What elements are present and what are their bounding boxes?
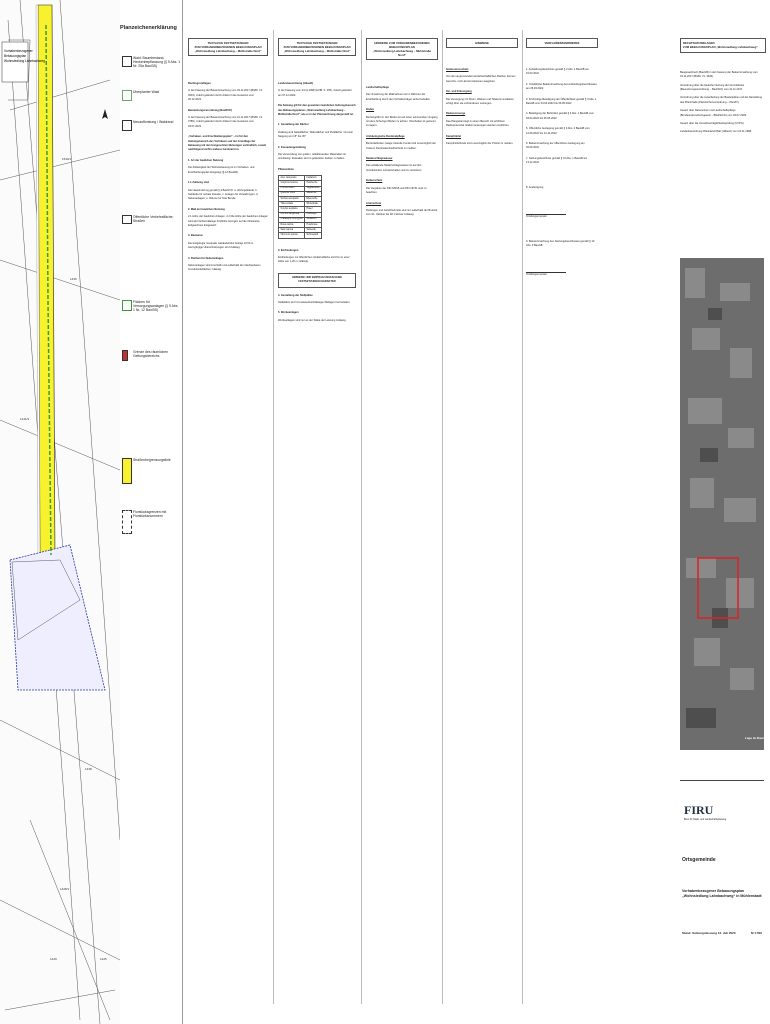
section-heading: Niederschlagswasser [366, 157, 393, 161]
column-header [446, 38, 518, 48]
procedure-item: 3. Frühzeitige Beteiligung der Öffentlichkeit gemäß § 3 Abs. 1 BauGB vom 04.04.2022 bis 06.05.2022 [526, 97, 597, 106]
table-cell: Prunus avium [279, 186, 305, 191]
header-line: RECHTSGRUNDLAGEN [683, 41, 715, 45]
section-heading: Landesbauordnung (LBauO) [278, 82, 314, 85]
plan-title: Vorhabenbezogener Bebauungsplan „Wohnsiedlung Lahnbachweg“ in Mühlenstadt [682, 889, 762, 898]
table-cell: Eberesche [304, 197, 321, 202]
table-cell: Salweide [304, 228, 321, 233]
table-row [279, 233, 322, 238]
header-line: ZUM BEBAUUNGSPLAN „Wohnsiedlung Lahnbachweg“ [683, 45, 758, 50]
section-text: Die Umsetzung der Maßnahmen ist im Rahmen der Erschließung durch den Vorhabenträger sicherzustellen. [366, 93, 431, 101]
section-text: In der Fassung der Bekanntmachung vom 21.11.2017 (BGBl. I S. 3786), zuletzt geändert durch Artikel 2 des Gesetzes vom 03.07.2023. [188, 116, 263, 128]
legend-text: Wald: Baumbestand, Heckenbepflanzung (§ 9 Abs. 1 Nr. 25a BauGB) [133, 56, 181, 69]
column-design-regulations [278, 38, 356, 329]
legend-swatch [122, 458, 132, 484]
legend-text: Öffentliche Verkehrsfläche, Straßen [133, 215, 174, 224]
signature-line: Ortsbürgermeister [526, 214, 566, 219]
section-heading: Ver- und Entsorgung [446, 90, 472, 94]
section-text: Einfriedungen zur öffentlichen Verkehrsfläche sind bis zu einer Höhe von 1,20 m zulässig. [278, 255, 350, 264]
section-text: „Vorhaben- und Erschließungsplan“ – Ist für den Geltungsbereich des Vorhabens auf der Grundlage der Bebauung mit den festgesetzten Nutzungen verbindlich, soweit nachfolgend nichts anderes bestimmt ist. [188, 135, 267, 152]
section-heading: Artenschutz [366, 201, 381, 205]
section-text: Die Versorgung mit Strom, Wasser und Telekommunikation erfolgt über die vorhandenen Leitungen. [446, 97, 514, 106]
legal-text: Baugesetzbuch (BauGB) in der Fassung der Bekanntmachung vom 03.11.2017 (BGBl. I S. 3634). [680, 70, 758, 79]
notes-banner: HINWEISE UND EMPFEHLUNGEN OHNE FESTSETZUNGSCHARAKTER [278, 273, 356, 288]
header-line: HINWEISE ZUM VORHABENBEZOGENEN BEBAUUNGSPLAN [374, 41, 430, 49]
section-heading: 2. Maß der baulichen Nutzung [188, 207, 225, 211]
title-block [680, 780, 764, 1001]
legal-text: Gesetz über die Umweltverträglichkeitsprüfung (UVPG). [680, 122, 745, 126]
table-cell: Corylus avellana [279, 207, 305, 212]
legend-text: Flächen für Versorgungsanlagen (§ 9 Abs. 1 Nr. 12 BauGB) [133, 300, 179, 313]
section-heading: 4. Gestaltung der Stellplätze [278, 293, 313, 297]
table-cell: Salix caprea [279, 228, 305, 233]
procedure-item: 6. Bekanntmachung der öffentlichen Auslegung am 02.09.2022 [526, 142, 585, 150]
table-cell: Winterlinde [304, 202, 321, 207]
header-line: „Wohnsiedlung Lahnbachweg – Mühlstraße Nord“ [194, 49, 262, 53]
section-text: Kampfmittelfunde sind unverzüglich der Polizei zu melden. [446, 142, 514, 146]
column-header [680, 38, 766, 53]
table-cell: Hundsrose [304, 222, 321, 227]
procedure-item: 7. Satzungsbeschluss gemäß § 10 Abs. 1 BauGB am 13.12.2022 [526, 156, 588, 165]
legend-swatch [122, 350, 128, 361]
legend-swatch [122, 215, 132, 224]
section-heading: 3. Bauweise [188, 234, 203, 238]
section-text: Die Zulässigkeit der Wohnbebauung ist im Vorhaben- und Erschließungsplan festgelegt (§ 12 BauGB). [188, 166, 255, 174]
svg-text:Wohnsiedlung Lahnbachweg: Wohnsiedlung Lahnbachweg [4, 59, 45, 63]
plan-drawing [0, 0, 120, 1024]
procedure-item: 4. Beteiligung der Behörden gemäß § 4 Abs. 1 BauGB vom 04.04.2022 bis 06.05.2022 [526, 112, 594, 120]
section-heading: 1. Art der baulichen Nutzung [188, 158, 224, 162]
section-heading: 1.1 Zulässig sind [188, 181, 209, 185]
column-notes [366, 38, 438, 224]
header-line: VERFAHRENSVERMERKE [544, 41, 580, 45]
table-cell: Hartriegel [304, 212, 321, 217]
column-textual-stipulations [188, 38, 268, 279]
section-heading: Kampfmittel [446, 134, 461, 138]
table-cell: Feldahorn [304, 176, 321, 181]
plan-stage: Stand: Satzungsfassung 12. Juli 2023 [682, 931, 736, 935]
section-text: Bei Erdarbeiten zutage tretende Funde sind unverzüglich der Unteren Denkmalschutzbehörde zu melden. [366, 142, 436, 150]
procedure-item: 5. Öffentliche Auslegung gemäß § 3 Abs. 2 BauGB vom 12.09.2022 bis 14.10.2022 [526, 127, 590, 135]
table-cell: Acer campestre [279, 176, 305, 181]
table-title: Pflanzenliste [278, 167, 294, 171]
section-heading: Rechtsgrundlagen [188, 82, 211, 85]
procedure-item: 2. Ortsübliche Bekanntmachung des Aufstellungsbeschlusses am 25.03.2022 [526, 82, 597, 91]
section-heading: 1. Gestaltung der Dächer [278, 123, 309, 127]
section-heading: 4. Flächen für Nebenanlagen [188, 256, 224, 260]
header-line: TEXTLICHE FESTSETZUNGEN [296, 41, 338, 45]
section-text: Werbeanlagen sind nur an der Stätte der Leistung zulässig. [278, 318, 347, 322]
svg-text:1425: 1425 [100, 957, 107, 961]
section-text: Die Vorgaben der DIN 18915 und DIN 19731 sind zu beachten. [366, 186, 427, 195]
section-text: Rodungen und Gehölzschnitte sind nur außerhalb der Brutzeit vom 01. Oktober bis 28. Februar zulässig. [366, 208, 438, 217]
section-heading: Immissionsschutz [446, 68, 469, 71]
column-header [366, 38, 438, 60]
section-text: Nebenanlagen sind innerhalb und außerhalb der überbaubaren Grundstücksflächen zulässig. [188, 263, 261, 272]
section-heading: Radonvorsorge [446, 112, 466, 116]
section-text: Zulässig sind Satteldächer, Walmdächer und Pultdächer mit einer Neigung von 15° bis 45°. [278, 130, 354, 139]
svg-text:1429: 1429 [50, 957, 57, 961]
svg-text:Vorhabenbezogener: Vorhabenbezogener [4, 49, 33, 53]
legal-text: Verordnung über die bauliche Nutzung der Grundstücke (Baunutzungsverordnung – BauNVO) vom 21.11.2017. [680, 83, 745, 92]
procedure-item: 8. Ausfertigung [526, 185, 544, 189]
section-text: Die Satzung gilt für den gesamten räumlichen Geltungsbereich des Bebauungsplanes „Wohnsiedlung Lahnbachweg – Mühlstraße Nord“, wie er in der Planzeichnung dargestellt ist. [278, 104, 356, 117]
table-cell: Vogelkirsche [304, 186, 321, 191]
column-header [278, 38, 356, 56]
column-header [188, 38, 268, 56]
table-cell: Hainbuche [304, 181, 321, 186]
table-cell: Rosa canina [279, 222, 305, 227]
legend-text: Grenze des räumlichen Geltungsbereichs [133, 350, 169, 359]
section-text: Von den angrenzenden landwirtschaftlichen Flächen können Geruchs- und Lärmimmissionen ausgehen. [446, 75, 516, 83]
office-stamp [680, 801, 754, 827]
procedure-item: 9. Bekanntmachung des Satzungsbeschlusses gemäß § 10 Abs. 3 BauGB [526, 239, 595, 247]
aerial-caption: Lage im Raum [745, 736, 766, 740]
legend-text: Flurstücksgrenzen mit Flurstücksnummern [133, 510, 167, 519]
section-heading: Archäologische Denkmalpflege [366, 134, 405, 138]
section-text: Bei Eingriffen in den Boden ist auf einen schonenden Umgang mit dem Schutzgut Boden zu achten. Oberboden ist getrennt zu lagern. [366, 115, 438, 128]
table-cell: Schneeball [304, 233, 321, 238]
firm-logo: FIRU [684, 803, 714, 817]
legal-basis-panel [680, 38, 766, 139]
community-name: Ortsgemeinde [682, 857, 716, 863]
section-heading: Landschaftspflege [366, 86, 389, 89]
header-line: HINWEISE [475, 41, 489, 45]
section-heading: 2. Fassadengestaltung [278, 145, 306, 149]
column-procedure-notes [526, 38, 598, 278]
plant-list-table [278, 175, 322, 238]
aerial-photo [680, 258, 764, 750]
legend-swatch [122, 90, 132, 101]
table-cell: Carpinus betulus [279, 181, 305, 186]
section-text: Das anfallende Niederschlagswasser ist auf den Grundstücken zurückzuhalten und zu versickern. [366, 164, 423, 172]
svg-text:1438: 1438 [85, 767, 92, 771]
aerial-image [680, 258, 764, 750]
section-text: Die Verwendung von grellen, reflektierenden Materialien ist unzulässig. Fassaden sind in gedeckten Farben zu halten. [278, 153, 346, 161]
column-divider [442, 30, 443, 1004]
header-line: ZUM VORHABENBEZOGENEN BEBAUUNGSPLAN [194, 45, 262, 49]
section-text: Das Plangebiet liegt in einem Bereich mit erhöhtem Radonpotenzial. Radonmessungen werden empfohlen. [446, 119, 510, 128]
section-heading: 3. Einfriedungen [278, 248, 299, 252]
column-divider [273, 30, 274, 1004]
legend-panel [120, 0, 183, 1024]
plan-map-graphic [0, 0, 120, 1024]
signature-line: Ortsbürgermeister [526, 272, 566, 277]
section-text: Stellplätze sind mit wasserdurchlässigen Belägen herzustellen. [278, 300, 351, 304]
table-cell: Sorbus aucuparia [279, 197, 305, 202]
plan-scale: M 1:500 [750, 931, 762, 935]
section-text: Die Hauptnutzung gemäß § 4 BauNVO: a. Wohngebäude; b. Gebäude für soziale Zwecke; c. Anlagen für Verwaltungen; d. Nebenanlagen; e. Räume für freie Berufe. [188, 188, 259, 201]
section-heading: Boden [366, 108, 375, 112]
procedure-item: 1. Aufstellungsbeschluss gemäß § 2 Abs. 1 BauGB am 15.03.2022 [526, 68, 589, 76]
column-further-notes [446, 38, 518, 152]
legend-text: Straßenbegrenzungslinie [133, 458, 171, 462]
header-line: ZUM VORHABENBEZOGENEN BEBAUUNGSPLAN [283, 45, 351, 49]
header-line: TEXTLICHE FESTSETZUNGEN [207, 41, 249, 45]
section-text: In der Fassung vom 24.11.1998 (GVBl. S. 365), zuletzt geändert am 07.12.2022. [278, 89, 352, 97]
legal-text: Verordnung über die Ausarbeitung der Bauleitpläne und die Darstellung des Planinhalts (Planzeichenverordnung – PlanZV). [680, 96, 762, 104]
legend-text: Neuaufforstung / Waldrand [133, 120, 174, 124]
table-cell: Crataegus monogyna [279, 217, 305, 222]
legend-swatch [122, 300, 132, 311]
legend-text: Überplanter Wald [133, 90, 160, 94]
svg-text:1436: 1436 [70, 277, 77, 281]
header-line: „Wohnsiedlung Lahnbachweg – Mühlstraße Nord“ [372, 49, 432, 57]
legal-text: Gesetz über Naturschutz und Landschaftspflege (Bundesnaturschutzgesetz – BNatSchG) vom 29.07.2009. [680, 109, 747, 117]
column-divider [361, 30, 362, 1004]
legend-swatch [122, 120, 132, 131]
firm-name: Büro für Stadt- und Landschaftsplanung [684, 818, 727, 821]
table-cell: Stieleiche [304, 191, 321, 196]
table-cell: Hasel [304, 207, 321, 212]
table-cell: Cornus sanguinea [279, 212, 305, 217]
legend-title: Planzeichenerklärung [120, 25, 177, 31]
header-line: „Wohnsiedlung Lahnbachweg – Mühlstraße Nord“ [283, 49, 351, 53]
svg-text:Bebauungsplan: Bebauungsplan [4, 54, 27, 58]
table-cell: Tilia cordata [279, 202, 305, 207]
section-text: In der Fassung der Bekanntmachung vom 03.11.2017 (BGBl. I S. 3634), zuletzt geändert durch Artikel 3 des Gesetzes vom 20.12.2023. [188, 89, 263, 102]
svg-text:1540/1: 1540/1 [62, 157, 72, 161]
table-cell: Quercus robur [279, 191, 305, 196]
table-cell: Weißdorn [304, 217, 321, 222]
section-heading: Bodenschutz [366, 179, 383, 183]
section-text: Die festgelegte maximale Gebäudehöhe beträgt 10,50 m. Geringfügige Überschreitungen sind zulässig. [188, 241, 254, 250]
table-cell: Viburnum opulus [279, 233, 305, 238]
legend-swatch [122, 510, 132, 534]
section-text: 2.1 Höhe der baulichen Anlagen. 2.2 Die Höhe der baulichen Anlagen wird als höchstzulässige Firsthöhe bezogen auf die Oberkante Erdgeschoss festgesetzt. [188, 215, 268, 227]
column-divider [522, 30, 523, 1004]
svg-text:1428/1: 1428/1 [60, 887, 70, 891]
section-heading: 5. Werbeanlagen [278, 311, 299, 315]
svg-text:1441/3: 1441/3 [20, 417, 30, 421]
section-heading: Baunutzungsverordnung (BauNVO) [188, 108, 232, 112]
legal-text: Landesbauordnung Rheinland-Pfalz (LBauO) vom 24.11.1998. [680, 130, 752, 134]
column-header [526, 38, 598, 48]
legend-swatch [122, 56, 132, 67]
